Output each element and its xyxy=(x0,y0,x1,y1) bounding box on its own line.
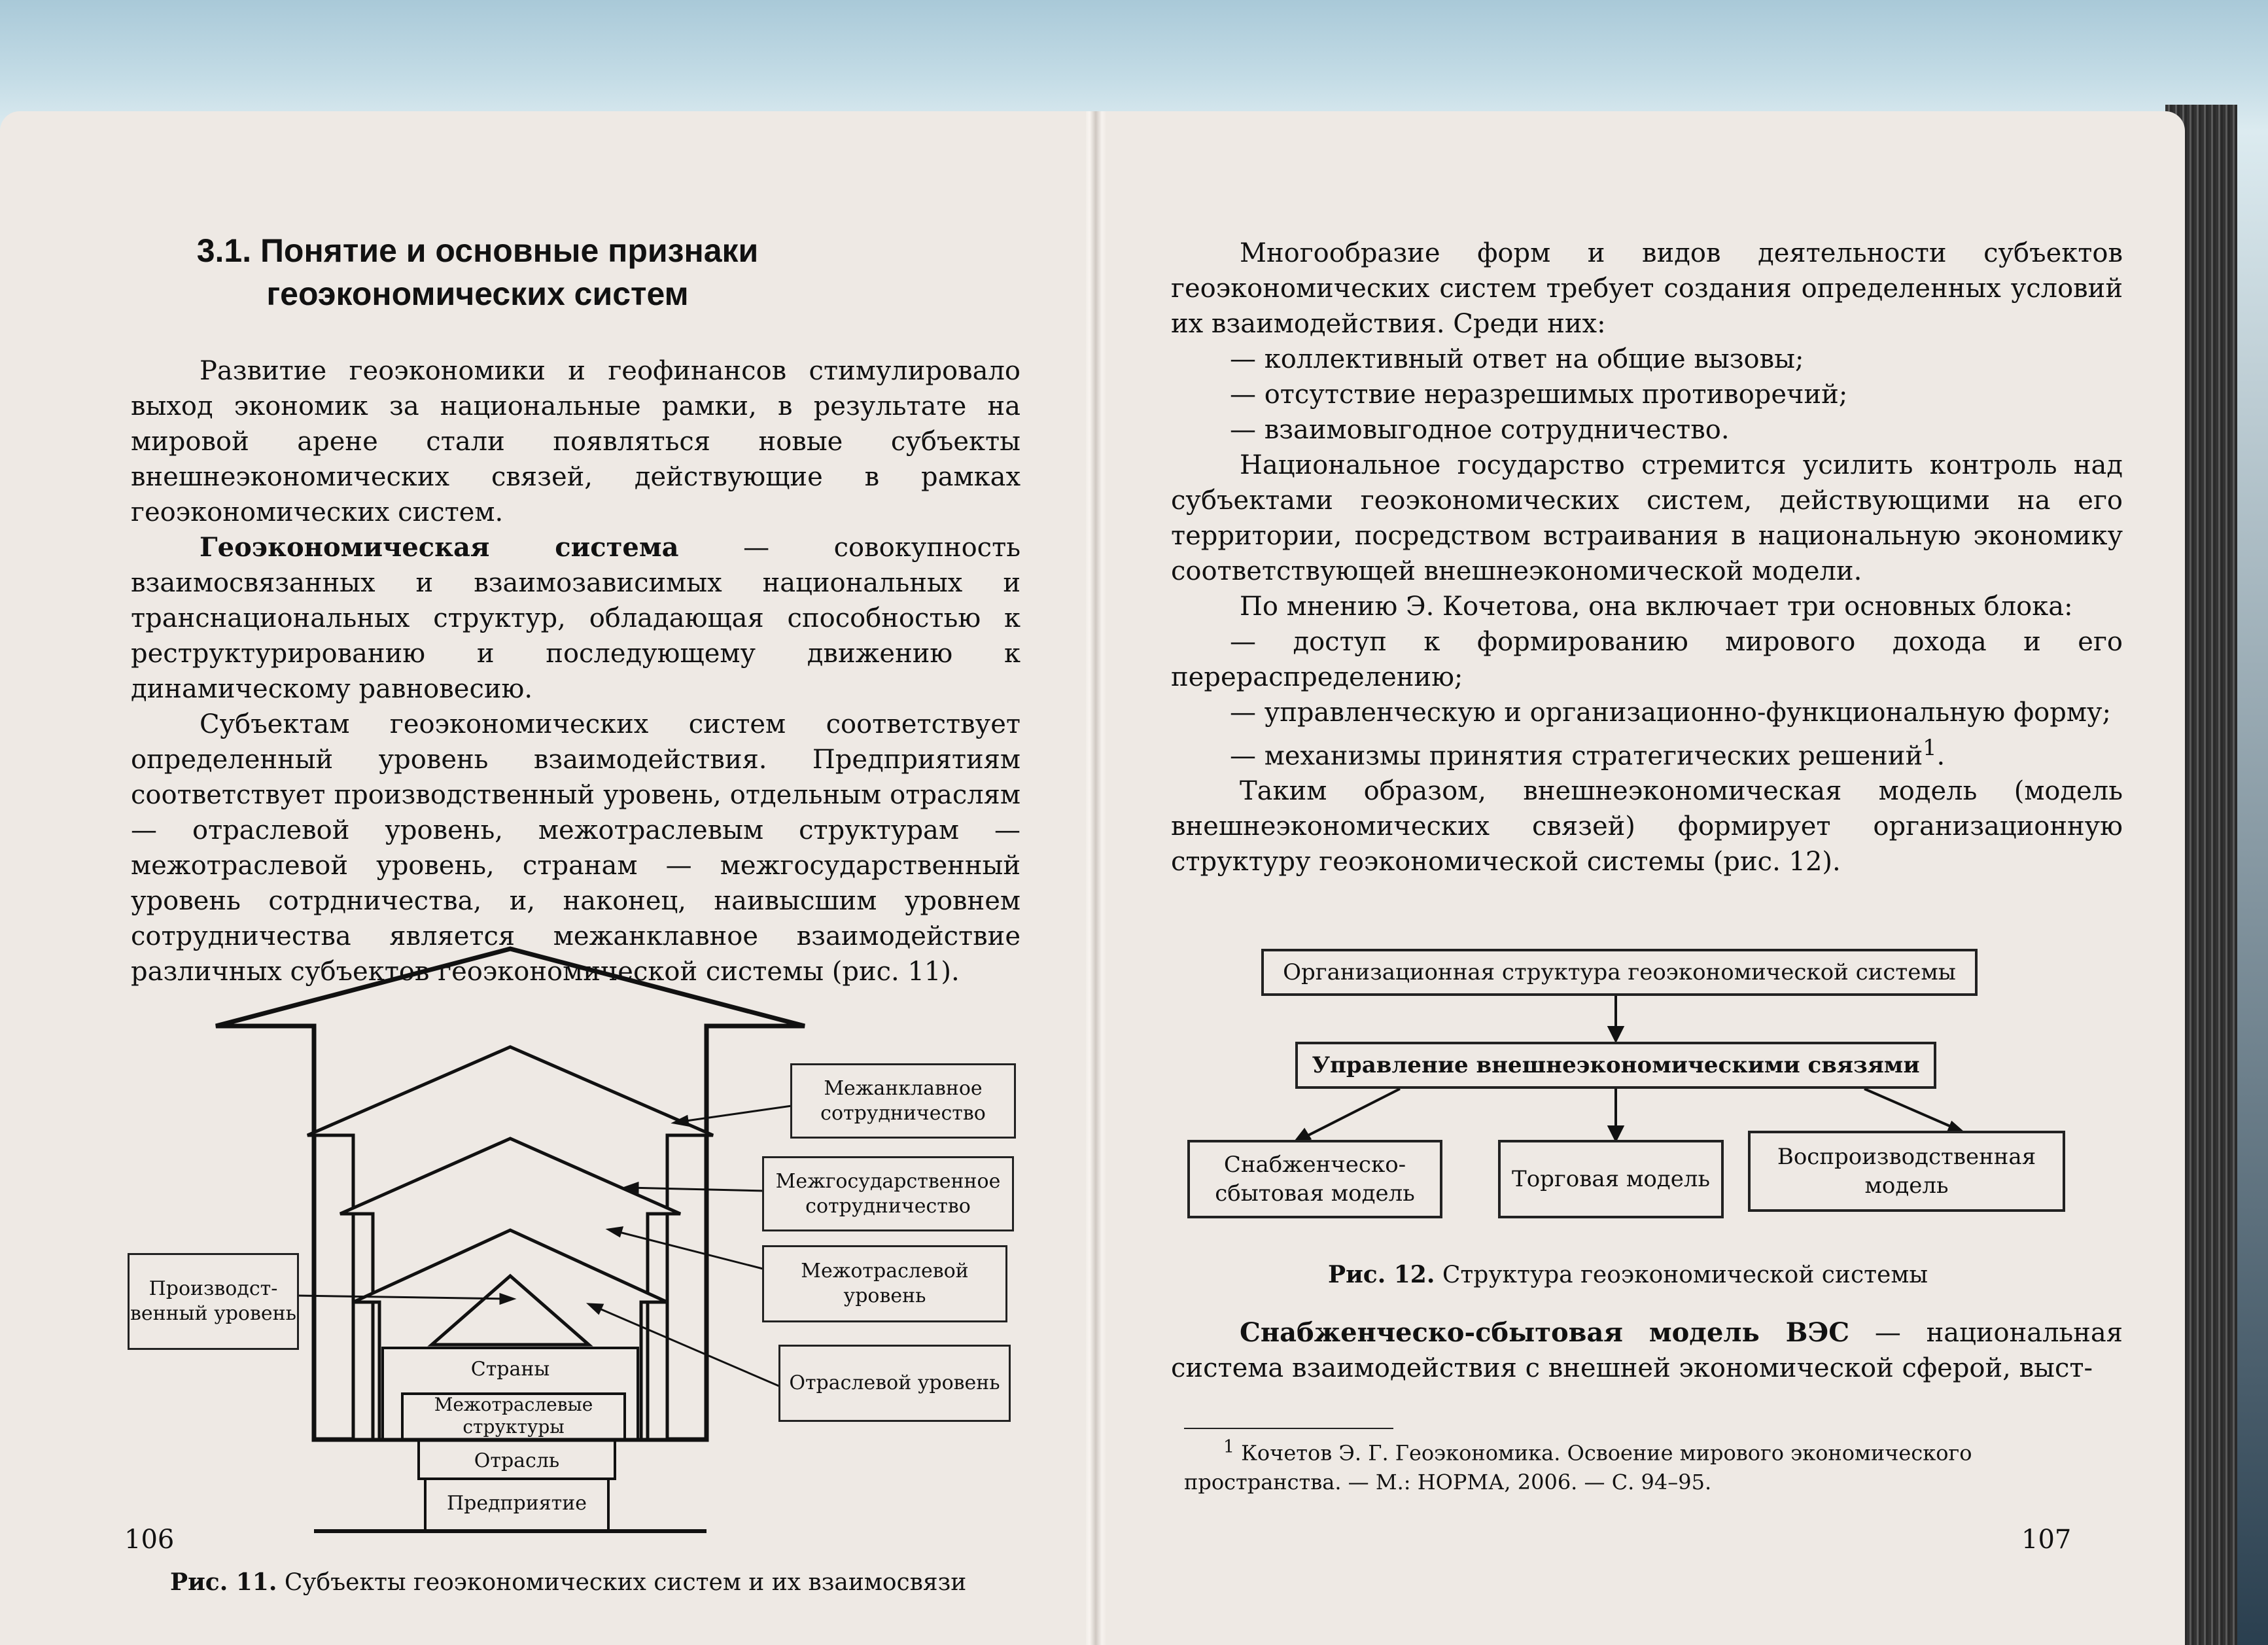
level-label-countries: Страны xyxy=(393,1358,628,1381)
list-item-text: — механизмы принятия стратегических решений xyxy=(1230,741,1923,771)
definition-text: — совокупность взаимосвязанных и взаимозависимых национальных и транснациональных структур, обладающая способностью к реструктурированию и последующему движению к динамическому равновесию. xyxy=(131,533,1021,704)
right-page xyxy=(1106,111,2185,1645)
callout-inter-industry: Межотраслевой уровень xyxy=(762,1245,1007,1322)
supply-model-box: Снабженческо-сбытовая модель xyxy=(1187,1140,1442,1218)
paragraph-conclusion: Таким образом, внешнеэкономическая модель (модель внешнеэкономических связей) формирует организационную структуру геоэкономической системы (рис. 12). xyxy=(1171,776,2123,877)
callout-industry: Отраслевой уровень xyxy=(778,1345,1011,1422)
footnote-number: 1 xyxy=(1223,1437,1234,1457)
org-structure-box: Организационная структура геоэкономической системы xyxy=(1261,949,1978,996)
heading-line-2: геоэкономических систем xyxy=(266,275,689,312)
callout-interenclave: Межанклавное сотрудничество xyxy=(790,1063,1016,1139)
level-label-industry: Отрасль xyxy=(422,1449,612,1473)
footnote-ref: 1 xyxy=(1923,735,1937,760)
figure-11-caption xyxy=(170,1567,1021,1598)
trade-model-box: Торговая модель xyxy=(1498,1140,1724,1218)
page-number-left: 106 xyxy=(124,1525,175,1555)
paragraph-supply-model xyxy=(1171,1315,2123,1386)
caption-label: Рис. 12. xyxy=(1328,1261,1435,1288)
supply-model-term: Снабженческо-сбытовая модель ВЭС xyxy=(1240,1317,1850,1348)
level-label-inter-industry: Межотраслевые структуры xyxy=(434,1394,593,1438)
heading-line-1: 3.1. Понятие и основные признаки xyxy=(196,232,759,269)
paragraph-levels: Субъектам геоэкономических систем соответствует определенный уровень взаимодействия. Предприятиям соответствует производственный уровень, отдельным отраслям — отраслевой уровень, межотраслевым структурам — межотраслевой уровень, странам — межгосударственный уровень сотрдничества, и, наконец, наивысшим уровнем сотрудничества является межанклавное взаимодействие различных субъектов геоэкономической системы (рис. 11). xyxy=(131,709,1021,987)
caption-label: Рис. 11. xyxy=(170,1568,277,1596)
footnote-text: Кочетов Э. Г. Геоэкономика. Освоение мирового экономического пространства. — М.: НОРМА, 2006. — С. 94–95. xyxy=(1184,1440,1972,1495)
paragraph-state: Национальное государство стремится усилить контроль над субъектами геоэкономических систем, действующими на его территории, посредством встраивания в национальную экономику соответствующей внешнеэкономической модели. xyxy=(1171,450,2123,586)
list-item-end: . xyxy=(1936,741,1945,771)
list-item: — доступ к формированию мирового дохода и его перераспределению; xyxy=(1171,627,2123,692)
callout-production: Производст-венный уровень xyxy=(128,1253,299,1350)
list-item: — управленческую и организационно-функциональную форму; xyxy=(1230,698,2111,728)
paragraph-conditions: Многообразие форм и видов деятельности субъектов геоэкономических систем требует создания определенных условий их взаимодействия. Среди них: xyxy=(1171,238,2123,339)
paragraph-kochetov: По мнению Э. Кочетова, она включает три основных блока: xyxy=(1240,592,2073,622)
management-box: Управление внешнеэкономическими связями xyxy=(1295,1042,1936,1089)
callout-interstate: Межгосударственное сотрудничество xyxy=(762,1156,1014,1231)
figure-12-caption xyxy=(1328,1260,2048,1290)
page-number-right: 107 xyxy=(2021,1525,2072,1555)
caption-text: Структура геоэкономической системы xyxy=(1435,1262,1928,1288)
footnote xyxy=(1184,1433,2120,1496)
caption-text: Субъекты геоэкономических систем и их взаимосвязи xyxy=(277,1569,967,1596)
list-item: — отсутствие неразрешимых противоречий; xyxy=(1230,380,1848,410)
definition-term: Геоэкономическая система xyxy=(200,532,679,563)
left-page xyxy=(0,111,1086,1645)
paragraph-intro: Развитие геоэкономики и геофинансов стимулировало выход экономик за национальные рамки, в результате на мировой арене стали появляться новые субъекты внешнеэкономических связей, действующие в рамках геоэкономических систем. xyxy=(131,356,1021,527)
reproduction-model-box: Воспроизводственная модель xyxy=(1748,1131,2065,1212)
supply-model-text: — национальная система взаимодействия с внешней экономической сферой, выст- xyxy=(1171,1318,2123,1383)
list-item: — коллективный ответ на общие вызовы; xyxy=(1230,344,1804,374)
right-body-text-2 xyxy=(1171,1315,2123,1386)
footnote-separator xyxy=(1184,1428,1393,1429)
level-label-enterprise: Предприятие xyxy=(428,1492,605,1515)
figure-12-arrows xyxy=(1106,111,2185,1645)
list-item: — взаимовыгодное сотрудничество. xyxy=(1230,415,1730,445)
